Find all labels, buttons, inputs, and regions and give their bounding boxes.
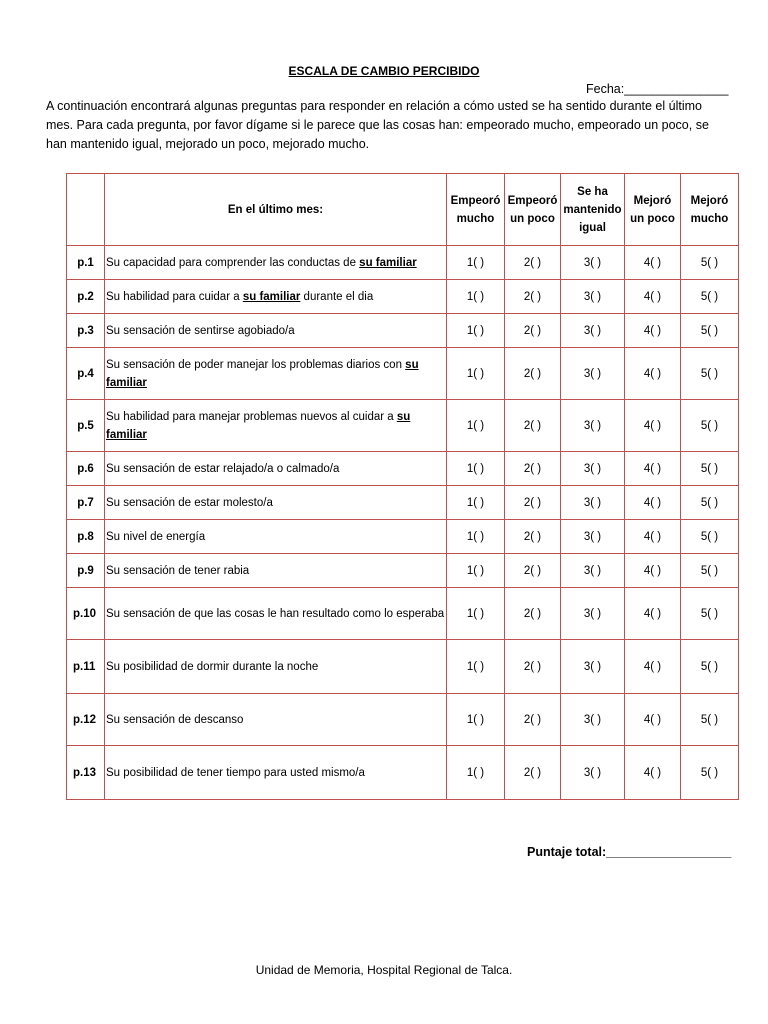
question-number: p.5 bbox=[67, 400, 105, 452]
header-option-5-line1: Mejoró bbox=[690, 194, 729, 207]
option-5-checkbox[interactable]: 5( ) bbox=[681, 348, 739, 400]
header-question: En el último mes: bbox=[105, 174, 447, 246]
question-number: p.2 bbox=[67, 280, 105, 314]
option-4-checkbox[interactable]: 4( ) bbox=[625, 588, 681, 640]
option-1-checkbox[interactable]: 1( ) bbox=[447, 280, 505, 314]
total-score-field[interactable]: Puntaje total:__________________ bbox=[527, 845, 732, 859]
option-2-checkbox[interactable]: 2( ) bbox=[505, 452, 561, 486]
question-text-main: Su habilidad para cuidar a bbox=[106, 290, 243, 303]
option-1-checkbox[interactable]: 1( ) bbox=[447, 400, 505, 452]
question-text-main: Su capacidad para comprender las conductas de bbox=[106, 256, 360, 269]
question-text-rest: durante el dia bbox=[300, 290, 374, 303]
option-5-checkbox[interactable]: 5( ) bbox=[681, 640, 739, 694]
question-text-main: Su sensación de estar relajado/a o calmado/a bbox=[106, 462, 340, 475]
option-3-checkbox[interactable]: 3( ) bbox=[561, 694, 625, 746]
option-3-checkbox[interactable]: 3( ) bbox=[561, 452, 625, 486]
question-text bbox=[105, 400, 447, 452]
option-3-checkbox[interactable]: 3( ) bbox=[561, 746, 625, 800]
option-2-checkbox[interactable]: 2( ) bbox=[505, 280, 561, 314]
option-5-checkbox[interactable]: 5( ) bbox=[681, 486, 739, 520]
question-text bbox=[105, 314, 447, 348]
question-text-emphasis: su familiar bbox=[106, 358, 419, 389]
header-option-2-line1: Empeoró bbox=[507, 194, 558, 207]
header-option-3 bbox=[561, 174, 625, 246]
question-number: p.4 bbox=[67, 348, 105, 400]
option-1-checkbox[interactable]: 1( ) bbox=[447, 694, 505, 746]
question-row bbox=[67, 520, 739, 554]
option-3-checkbox[interactable]: 3( ) bbox=[561, 280, 625, 314]
question-number: p.10 bbox=[67, 588, 105, 640]
option-1-checkbox[interactable]: 1( ) bbox=[447, 640, 505, 694]
option-2-checkbox[interactable]: 2( ) bbox=[505, 746, 561, 800]
option-2-checkbox[interactable]: 2( ) bbox=[505, 694, 561, 746]
question-text-main: Su sensación de descanso bbox=[106, 713, 244, 726]
question-text bbox=[105, 554, 447, 588]
header-number-cell bbox=[67, 174, 105, 246]
question-row bbox=[67, 694, 739, 746]
option-4-checkbox[interactable]: 4( ) bbox=[625, 452, 681, 486]
option-4-checkbox[interactable]: 4( ) bbox=[625, 694, 681, 746]
header-option-2 bbox=[505, 174, 561, 246]
option-4-checkbox[interactable]: 4( ) bbox=[625, 400, 681, 452]
option-2-checkbox[interactable]: 2( ) bbox=[505, 486, 561, 520]
question-number: p.7 bbox=[67, 486, 105, 520]
option-1-checkbox[interactable]: 1( ) bbox=[447, 554, 505, 588]
question-row bbox=[67, 348, 739, 400]
question-row bbox=[67, 452, 739, 486]
question-text bbox=[105, 588, 447, 640]
option-3-checkbox[interactable]: 3( ) bbox=[561, 400, 625, 452]
question-row bbox=[67, 400, 739, 452]
header-option-1 bbox=[447, 174, 505, 246]
option-2-checkbox[interactable]: 2( ) bbox=[505, 520, 561, 554]
option-4-checkbox[interactable]: 4( ) bbox=[625, 640, 681, 694]
option-4-checkbox[interactable]: 4( ) bbox=[625, 348, 681, 400]
question-row bbox=[67, 486, 739, 520]
question-row bbox=[67, 554, 739, 588]
question-text bbox=[105, 520, 447, 554]
option-1-checkbox[interactable]: 1( ) bbox=[447, 348, 505, 400]
option-2-checkbox[interactable]: 2( ) bbox=[505, 400, 561, 452]
question-number: p.8 bbox=[67, 520, 105, 554]
question-number: p.3 bbox=[67, 314, 105, 348]
question-text-main: Su nivel de energía bbox=[106, 530, 206, 543]
option-4-checkbox[interactable]: 4( ) bbox=[625, 554, 681, 588]
option-5-checkbox[interactable]: 5( ) bbox=[681, 520, 739, 554]
option-3-checkbox[interactable]: 3( ) bbox=[561, 348, 625, 400]
option-2-checkbox[interactable]: 2( ) bbox=[505, 314, 561, 348]
question-number: p.12 bbox=[67, 694, 105, 746]
option-3-checkbox[interactable]: 3( ) bbox=[561, 246, 625, 280]
option-3-checkbox[interactable]: 3( ) bbox=[561, 588, 625, 640]
header-option-3-line1: Se ha bbox=[577, 185, 608, 198]
question-row bbox=[67, 246, 739, 280]
question-text-main: Su sensación de estar molesto/a bbox=[106, 496, 273, 509]
option-4-checkbox[interactable]: 4( ) bbox=[625, 280, 681, 314]
option-5-checkbox[interactable]: 5( ) bbox=[681, 314, 739, 348]
option-3-checkbox[interactable]: 3( ) bbox=[561, 640, 625, 694]
question-row bbox=[67, 746, 739, 800]
option-1-checkbox[interactable]: 1( ) bbox=[447, 746, 505, 800]
header-option-3-line2: mantenido bbox=[563, 203, 622, 216]
question-row bbox=[67, 314, 739, 348]
option-5-checkbox[interactable]: 5( ) bbox=[681, 280, 739, 314]
option-5-checkbox[interactable]: 5( ) bbox=[681, 452, 739, 486]
header-option-1-line1: Empeoró bbox=[450, 194, 501, 207]
question-text-emphasis: su familiar bbox=[242, 290, 301, 303]
option-5-checkbox[interactable]: 5( ) bbox=[681, 400, 739, 452]
option-2-checkbox[interactable]: 2( ) bbox=[505, 246, 561, 280]
option-1-checkbox[interactable]: 1( ) bbox=[447, 520, 505, 554]
question-text-main: Su posibilidad de tener tiempo para usted mismo/a bbox=[106, 766, 365, 779]
header-option-5 bbox=[681, 174, 739, 246]
question-text bbox=[105, 280, 447, 314]
option-5-checkbox[interactable]: 5( ) bbox=[681, 554, 739, 588]
question-number: p.13 bbox=[67, 746, 105, 800]
question-text-main: Su posibilidad de dormir durante la noche bbox=[106, 660, 319, 673]
option-3-checkbox[interactable]: 3( ) bbox=[561, 486, 625, 520]
question-number: p.6 bbox=[67, 452, 105, 486]
question-number: p.11 bbox=[67, 640, 105, 694]
option-4-checkbox[interactable]: 4( ) bbox=[625, 746, 681, 800]
option-5-checkbox[interactable]: 5( ) bbox=[681, 588, 739, 640]
question-text bbox=[105, 640, 447, 694]
question-text-main: Su sensación de poder manejar los problemas diarios con bbox=[106, 358, 406, 371]
option-2-checkbox[interactable]: 2( ) bbox=[505, 554, 561, 588]
option-1-checkbox[interactable]: 1( ) bbox=[447, 486, 505, 520]
question-text-main: Su sensación de sentirse agobiado/a bbox=[106, 324, 295, 337]
option-5-checkbox[interactable]: 5( ) bbox=[681, 694, 739, 746]
question-text bbox=[105, 746, 447, 800]
header-option-4-line1: Mejoró bbox=[633, 194, 672, 207]
question-text bbox=[105, 486, 447, 520]
option-3-checkbox[interactable]: 3( ) bbox=[561, 520, 625, 554]
option-3-checkbox[interactable]: 3( ) bbox=[561, 554, 625, 588]
header-option-4-line2: un poco bbox=[630, 212, 675, 225]
question-text bbox=[105, 694, 447, 746]
option-1-checkbox[interactable]: 1( ) bbox=[447, 588, 505, 640]
question-text bbox=[105, 452, 447, 486]
question-row bbox=[67, 640, 739, 694]
footer-text: Unidad de Memoria, Hospital Regional de Talca. bbox=[255, 963, 513, 977]
rating-table bbox=[66, 173, 739, 800]
option-2-checkbox[interactable]: 2( ) bbox=[505, 588, 561, 640]
option-4-checkbox[interactable]: 4( ) bbox=[625, 246, 681, 280]
option-4-checkbox[interactable]: 4( ) bbox=[625, 486, 681, 520]
option-3-checkbox[interactable]: 3( ) bbox=[561, 314, 625, 348]
option-4-checkbox[interactable]: 4( ) bbox=[625, 314, 681, 348]
option-2-checkbox[interactable]: 2( ) bbox=[505, 640, 561, 694]
header-option-4 bbox=[625, 174, 681, 246]
question-text-main: Su sensación de tener rabia bbox=[106, 564, 250, 577]
option-4-checkbox[interactable]: 4( ) bbox=[625, 520, 681, 554]
header-option-1-line2: mucho bbox=[456, 212, 495, 225]
question-text-emphasis: su familiar bbox=[359, 256, 417, 269]
option-1-checkbox[interactable]: 1( ) bbox=[447, 246, 505, 280]
document-title: ESCALA DE CAMBIO PERCIBIDO bbox=[288, 64, 480, 78]
header-option-5-line2: mucho bbox=[690, 212, 729, 225]
date-field[interactable]: Fecha:_______________ bbox=[586, 82, 729, 96]
question-number: p.1 bbox=[67, 246, 105, 280]
question-text-main: Su habilidad para manejar problemas nuevos al cuidar a bbox=[106, 410, 397, 423]
question-number: p.9 bbox=[67, 554, 105, 588]
header-row bbox=[67, 174, 739, 246]
option-5-checkbox[interactable]: 5( ) bbox=[681, 746, 739, 800]
option-1-checkbox[interactable]: 1( ) bbox=[447, 452, 505, 486]
option-1-checkbox[interactable]: 1( ) bbox=[447, 314, 505, 348]
option-2-checkbox[interactable]: 2( ) bbox=[505, 348, 561, 400]
question-row bbox=[67, 280, 739, 314]
header-option-2-line2: un poco bbox=[510, 212, 555, 225]
question-text bbox=[105, 348, 447, 400]
question-text-main: Su sensación de que las cosas le han resultado como lo esperaba bbox=[106, 607, 445, 620]
question-text bbox=[105, 246, 447, 280]
option-5-checkbox[interactable]: 5( ) bbox=[681, 246, 739, 280]
question-text-emphasis: su familiar bbox=[106, 410, 411, 441]
intro-paragraph: A continuación encontrará algunas preguntas para responder en relación a cómo usted se ha sentido durante el último mes. Para cada pregunta, por favor dígame si le parece que las cosas han: empeorado mucho, empeorado un poco, se han mantenido igual, mejorado un poco, mejorado mucho. bbox=[46, 99, 709, 151]
question-row bbox=[67, 588, 739, 640]
header-option-3-line3: igual bbox=[579, 221, 606, 234]
